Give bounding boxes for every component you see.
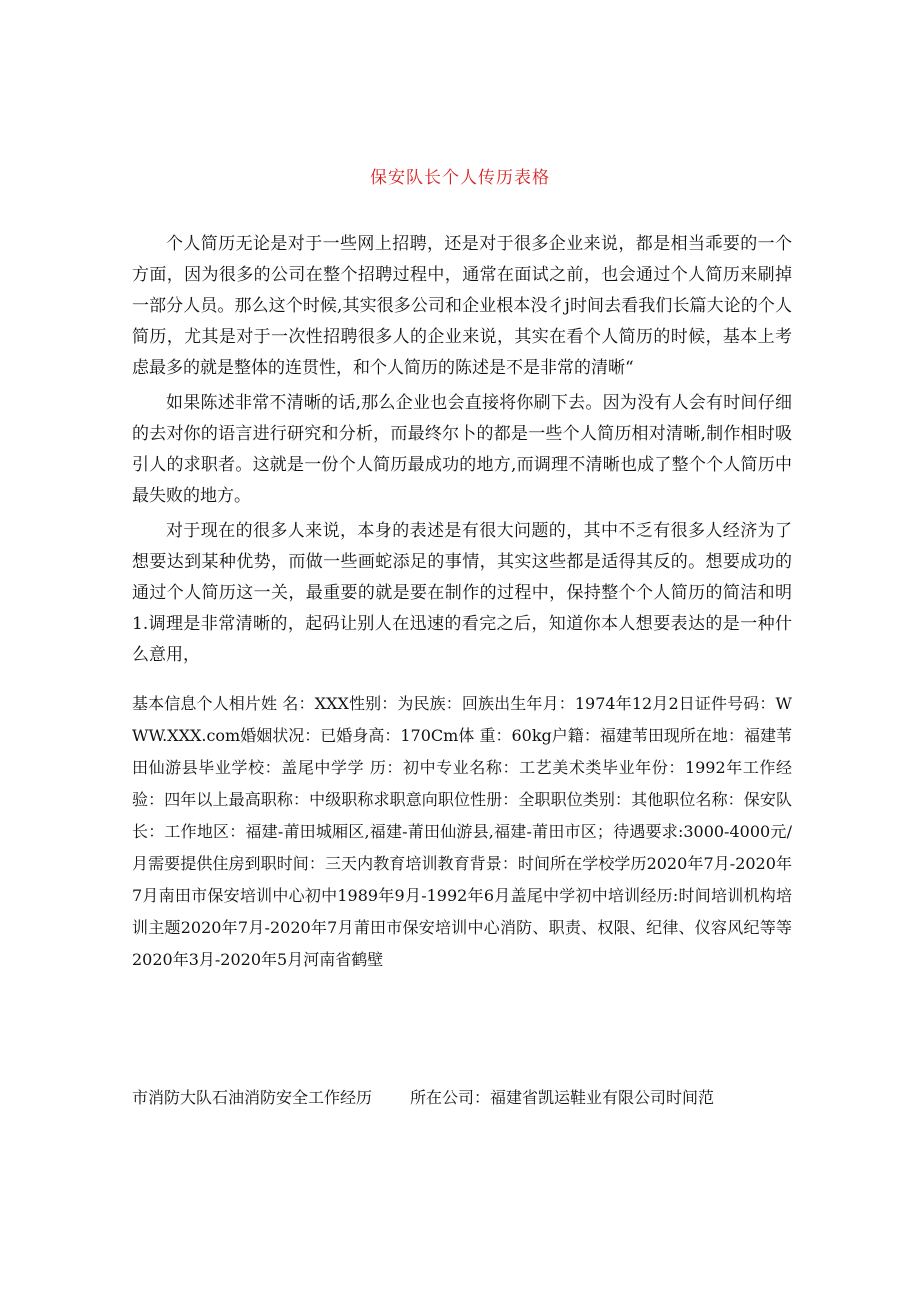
paragraph-3: 对于现在的很多人来说，本身的表述是有很大问题的，其中不乏有很多人经济为了想要达到某种优势，而做一些画蛇添足的事情，其实这些都是适得其反的。想要成功的通过个人简历这一关，最重要的就是要在制作的过程中，保持整个个人简历的简洁和明1.调理是非常清晰的，起码让别人在迅速的看完之后，知道你本人想要表达的是一种什么意用， [132, 521, 792, 665]
page-title: 保安队长个人传历表格 [370, 168, 550, 188]
paragraph-2: 如果陈述非常不清晰的话,那么企业也会直接将你刷下去。因为没有人会有时间仔细的去对你的语言进行研究和分析，而最终尔卜的都是一些个人简历相对清晰,制作相时吸引人的求职者。这就是一份个人简历最成功的地方,而调理不清晰也成了整个个人简历中最失败的地方。 [132, 393, 792, 506]
resume-info-block: 基本信息个人相片姓 名：XXX性别：为民族：回族出生年月：1974年12月2日证件号码：WWW.XXX.com婚姻状况：已婚身高：170Cm体 重：60kg户籍：福建苇田现所在地：福建苇田仙游县毕业学校：盖尾中学学 历：初中专业名称：工艺美术类毕业年份：1992年工作经验：四年以上最高职称：中级职称求职意向职位性册：全职职位类别：其他职位名称：保安队长：工作地区：福建-莆田城厢区,福建-莆田仙游县,福建-莆田市区；待遇要求:3000-4000元/月需要提供住房到职时间：三天内教育培训教育背景：时间所在学校学历2020年7月-2020年7月南田市保安培训中心初中1989年9月-1992年6月盖尾中学初中培训经历:时间培训机构培训主题2020年7月-2020年7月莆田市保安培训中心消防、职责、权限、纪律、仪容风纪等等2020年3月-2020年5月河南省鹤壁 [132, 694, 792, 969]
body-text [132, 229, 792, 671]
paragraph-1: 个人简历无论是对于一些网上招聘，还是对于很多企业来说，都是相当乖要的一个方面，因为很多的公司在整个招聘过程中，通常在面试之前，也会通过个人简历来刷掉一部分人员。那么这个时候,其实很多公司和企业根本没彳j时间去看我们长篇大论的个人简历，尤其是对于一次性招聘很多人的企业来说，其实在看个人简历的时候，基本上考虑最多的就是整体的连贯性，和个人简历的陈述是不是非常的清晰“ [132, 234, 792, 378]
footer-right-text: 所在公司：福建省凯运鞋业有限公司时间范 [410, 1088, 715, 1107]
footer-left-text: 市消防大队石油消防安全工作经历 [132, 1088, 373, 1107]
footer-line [132, 1086, 714, 1110]
